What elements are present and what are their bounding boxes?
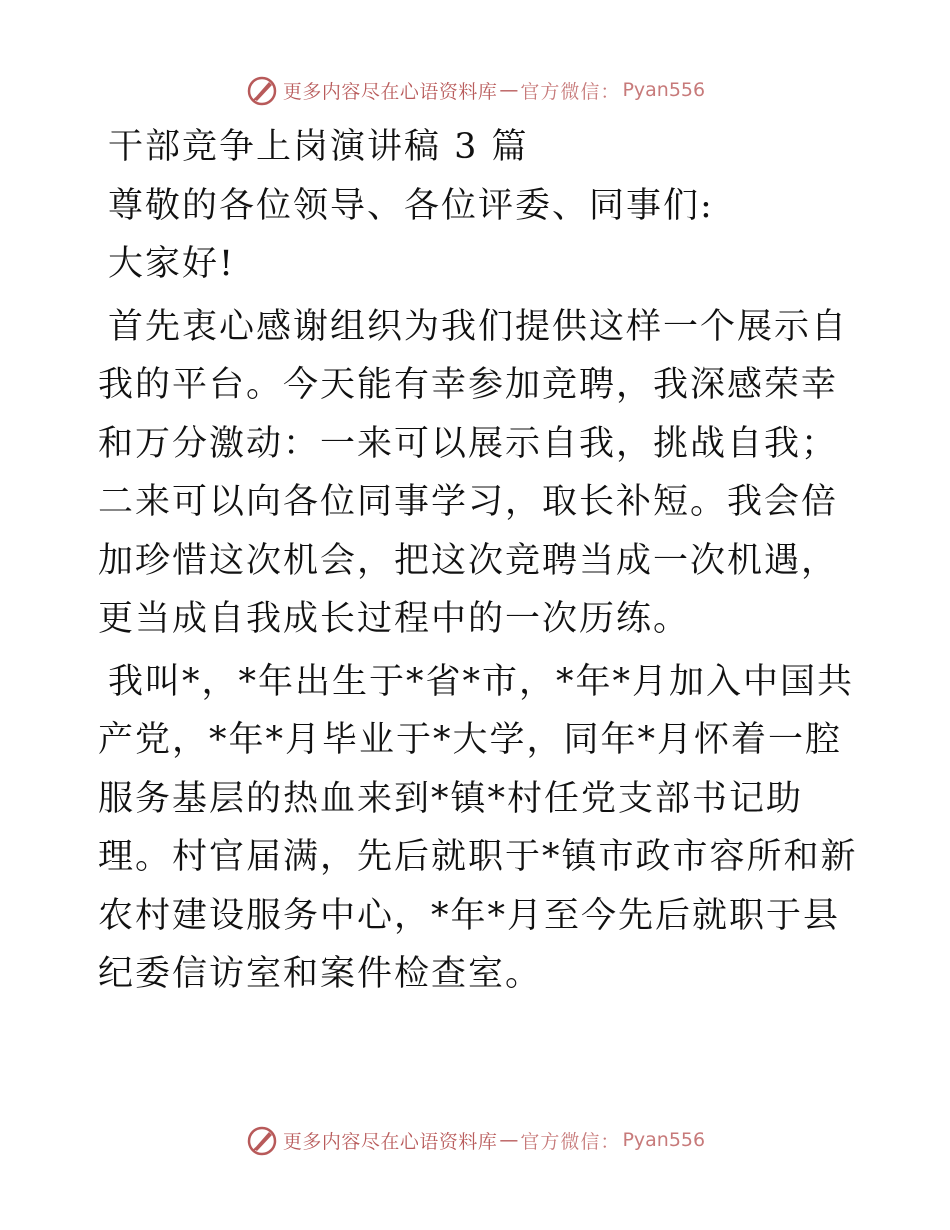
document-body xyxy=(98,118,858,1004)
watermark-sub-text: 官方微信： xyxy=(520,1130,621,1153)
quill-seal-icon xyxy=(245,1123,279,1157)
greeting: 大家好! xyxy=(108,244,236,284)
quill-seal-icon xyxy=(245,73,279,107)
watermark-main-text: 更多内容尽在心语资料库 xyxy=(282,1130,498,1153)
watermark-wechat-id: Pyan556 xyxy=(622,1129,706,1151)
paragraph-intro: 首先衷心感谢组织为我们提供这样一个展示自我的平台。今天能有幸参加竞聘，我深感荣幸和万分激动：一来可以展示自我，挑战自我；二来可以向各位同事学习，取长补短。我会倍加珍惜这次机会，把这次竞聘当成一次机遇，更当成自我成长过程中的一次历练。 xyxy=(98,306,849,639)
watermark-main-text: 更多内容尽在心语资料库 xyxy=(282,80,498,103)
watermark-separator: — xyxy=(499,79,519,101)
salutation: 尊敬的各位领导、各位评委、同事们: xyxy=(108,185,714,226)
watermark-sub-text: 官方微信： xyxy=(520,80,621,103)
footer-watermark xyxy=(0,1120,950,1160)
paragraph-background: 我叫*，*年出生于*省*市，*年*月加入中国共产党，*年*月毕业于*大学，同年*月怀着一腔服务基层的热血来到*镇*村任党支部书记助理。村官届满，先后就职于*镇市政市容所和新农村建设服务中心，*年*月至今先后就职于县纪委信访室和案件检查室。 xyxy=(98,661,858,994)
document-title: 干部竞争上岗演讲稿 3 篇 xyxy=(108,127,529,167)
watermark-wechat-id: Pyan556 xyxy=(622,79,706,101)
watermark-separator: — xyxy=(499,1129,519,1151)
header-watermark xyxy=(0,70,950,110)
